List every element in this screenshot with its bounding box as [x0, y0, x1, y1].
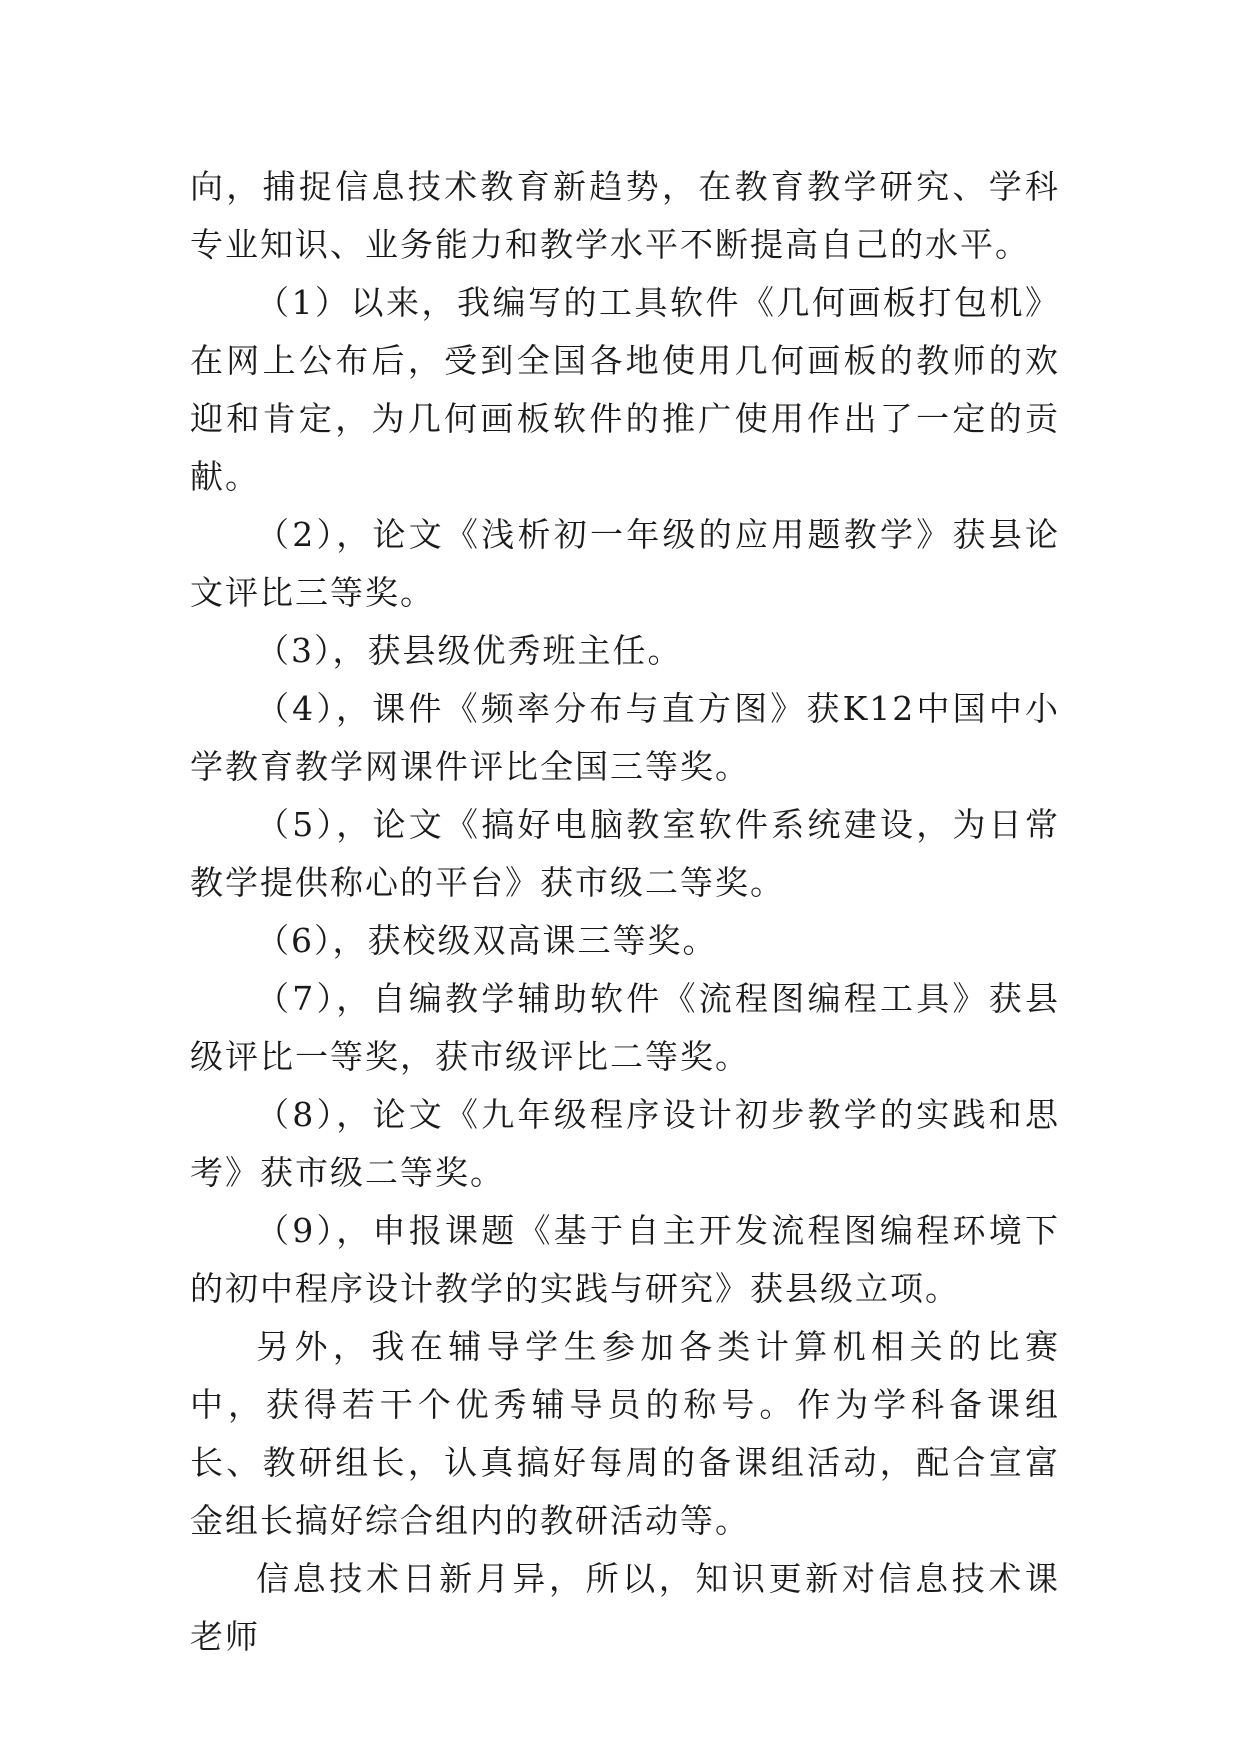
paragraph-item-8: （8），论文《九年级程序设计初步教学的实践和思考》获市级二等奖。: [190, 1095, 1060, 1192]
paragraph-item-6: （6），获校级双高课三等奖。: [256, 921, 718, 960]
paragraph-item-5: （5），论文《搞好电脑教室软件系统建设，为日常教学提供称心的平台》获市级二等奖。: [190, 805, 1060, 902]
paragraph-additional-activities: 另外，我在辅导学生参加各类计算机相关的比赛中，获得若干个优秀辅导员的称号。作为学科备课组长、教研组长，认真搞好每周的备课组活动，配合宣富金组长搞好综合组内的教研活动等。: [190, 1327, 1060, 1540]
paragraph-item-3: （3），获县级优秀班主任。: [256, 631, 683, 670]
paragraph-item-2: （2），论文《浅析初一年级的应用题教学》获县论文评比三等奖。: [190, 515, 1060, 612]
paragraph-item-9: （9），申报课题《基于自主开发流程图编程环境下的初中程序设计教学的实践与研究》获县级立项。: [190, 1211, 1060, 1308]
paragraph-intro: 向，捕捉信息技术教育新趋势，在教育教学研究、学科专业知识、业务能力和教学水平不断提高自己的水平。: [190, 167, 1060, 264]
paragraph-item-4: （4），课件《频率分布与直方图》获K12中国中小学教育教学网课件评比全国三等奖。: [190, 689, 1060, 786]
paragraph-conclusion: 信息技术日新月异，所以，知识更新对信息技术课老师: [190, 1559, 1060, 1656]
paragraph-item-7: （7），自编教学辅助软件《流程图编程工具》获县级评比一等奖，获市级评比二等奖。: [190, 979, 1060, 1076]
paragraph-item-1: （1）以来，我编写的工具软件《几何画板打包机》在网上公布后，受到全国各地使用几何画板的教师的欢迎和肯定，为几何画板软件的推广使用作出了一定的贡献。: [190, 283, 1060, 496]
document-page: [190, 158, 1060, 1666]
